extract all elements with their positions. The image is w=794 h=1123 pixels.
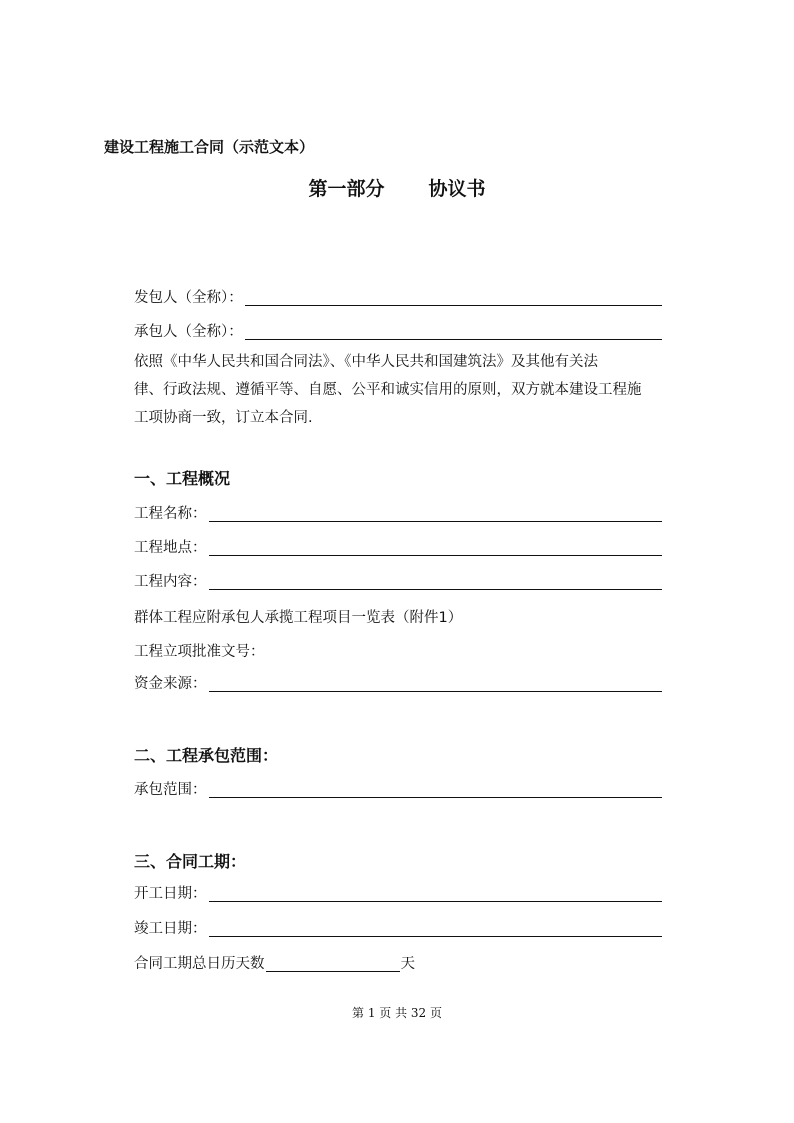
scope-blank-line[interactable] — [209, 797, 663, 798]
start-date-label: 开工日期： — [134, 886, 207, 902]
contractor-blank-line[interactable] — [245, 339, 662, 340]
funding-source-row — [134, 672, 662, 694]
contractor-row — [134, 320, 662, 342]
completion-date-label: 竣工日期： — [134, 921, 207, 937]
employer-label: 发包人（全称）： — [134, 290, 243, 306]
total-days-row — [134, 952, 415, 974]
section-3-heading: 三、合同工期： — [134, 852, 247, 871]
document-title: 建设工程施工合同（示范文本） — [104, 138, 315, 156]
section-1-heading: 一、工程概况 — [134, 469, 231, 488]
part-name: 协议书 — [428, 178, 486, 200]
preamble-paragraph — [134, 348, 664, 432]
funding-source-blank-line[interactable] — [209, 691, 663, 692]
project-content-label: 工程内容： — [134, 574, 207, 590]
completion-date-row — [134, 917, 662, 939]
project-name-label: 工程名称： — [134, 506, 207, 522]
project-location-blank-line[interactable] — [209, 555, 663, 556]
project-name-blank-line[interactable] — [209, 521, 663, 522]
preamble-line: 依照《中华人民共和国合同法》、《中华人民共和国建筑法》及其他有关法 — [134, 354, 598, 370]
page-number-footer: 第 1 页 共 32 页 — [352, 1006, 442, 1020]
part-title — [0, 174, 794, 201]
start-date-blank-line[interactable] — [209, 901, 663, 902]
part-label: 第一部分 — [308, 178, 385, 200]
funding-source-label: 资金来源： — [134, 676, 207, 692]
preamble-line: 工项协商一致，订立本合同. — [134, 410, 313, 426]
group-project-note: 群体工程应附承包人承揽工程项目一览表（附件1） — [134, 610, 463, 626]
employer-blank-line[interactable] — [245, 305, 662, 306]
project-name-row — [134, 502, 662, 524]
total-days-blank-line[interactable] — [266, 971, 400, 972]
project-location-label: 工程地点： — [134, 540, 207, 556]
preamble-line: 律、行政法规、遵循平等、自愿、公平和诚实信用的原则，双方就本建设工程施 — [134, 382, 642, 398]
approval-number-label: 工程立项批准文号： — [134, 644, 265, 660]
employer-row — [134, 286, 662, 308]
project-location-row — [134, 536, 662, 558]
contractor-label: 承包人（全称）： — [134, 324, 243, 340]
scope-label: 承包范围： — [134, 782, 207, 798]
scope-row — [134, 778, 662, 800]
total-days-unit: 天 — [400, 956, 415, 972]
total-days-label: 合同工期总日历天数 — [134, 956, 265, 972]
project-content-row — [134, 570, 662, 592]
completion-date-blank-line[interactable] — [209, 936, 663, 937]
start-date-row — [134, 882, 662, 904]
section-2-heading: 二、工程承包范围： — [134, 746, 279, 765]
project-content-blank-line[interactable] — [209, 589, 663, 590]
